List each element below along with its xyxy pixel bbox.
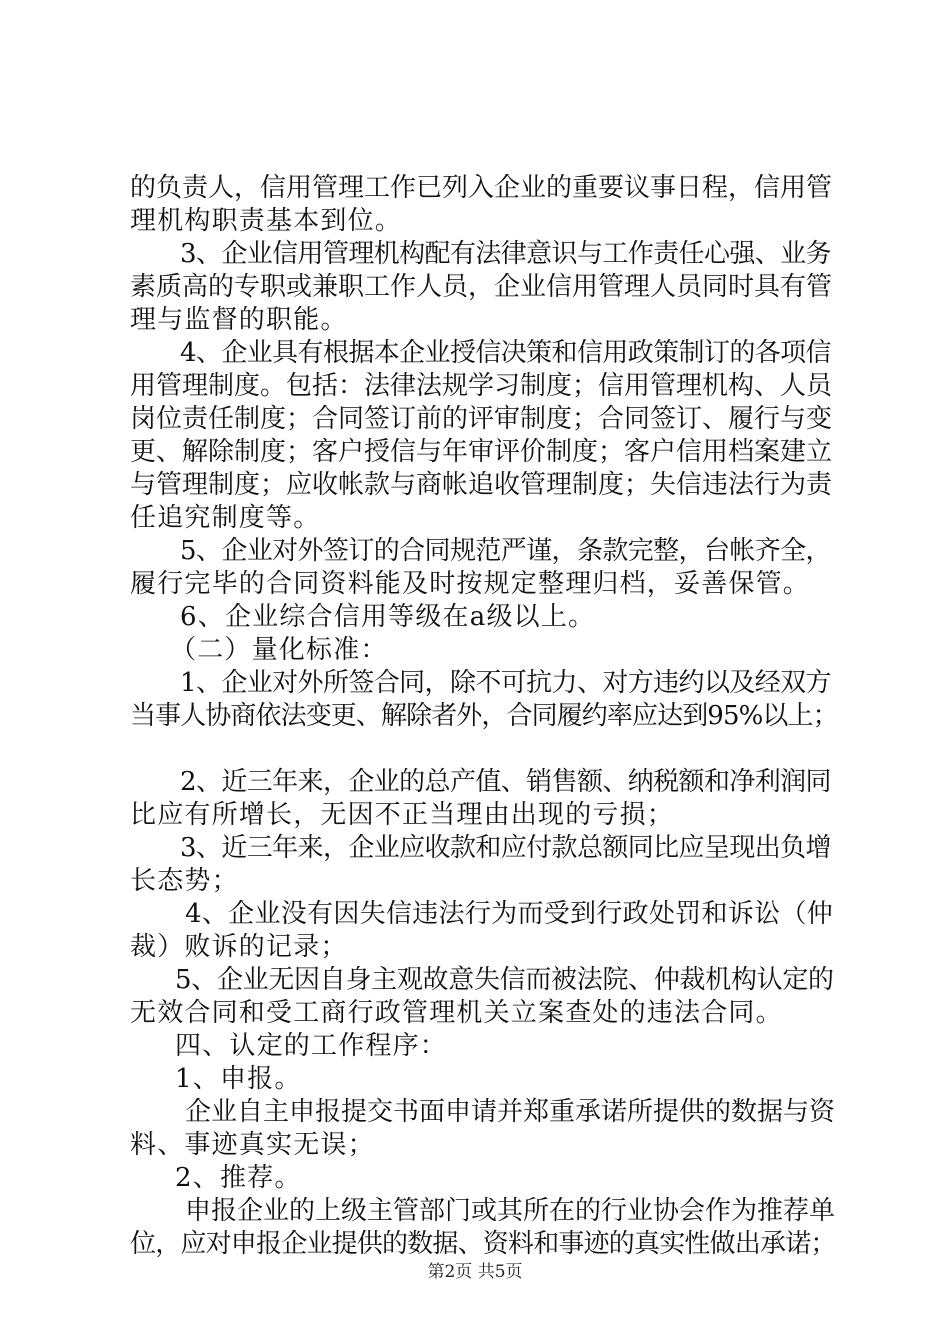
text-line: 1、申报。: [175, 1064, 302, 1094]
text-line: 4、企业具有根据本企业授信决策和信用政策制订的各项信: [180, 338, 831, 368]
text-line: 裁）败诉的记录；: [130, 932, 348, 962]
text-line: 的负责人，信用管理工作已列入企业的重要议事日程，信用管: [130, 173, 833, 203]
text-line: 履行完毕的合同资料能及时按规定整理归档，妥善保管。: [130, 569, 811, 599]
text-line: 岗位责任制度；合同签订前的评审制度；合同签订、履行与变: [130, 404, 833, 434]
text-line: 3、近三年来，企业应收款和应付款总额同比应呈现出负增: [180, 833, 831, 863]
text-line: 5、企业无因自身主观故意失信而被法院、仲裁机构认定的: [175, 965, 834, 995]
text-line: 四、认定的工作程序：: [175, 1031, 448, 1061]
text-line: 4、企业没有因失信违法行为而受到行政处罚和诉讼（仲: [185, 899, 834, 929]
text-line: 位，应对申报企业提供的数据、资料和事迹的真实性做出承诺；: [130, 1229, 836, 1259]
text-line: 理机构职责基本到位。: [130, 206, 403, 236]
text-line: 与管理制度；应收帐款与商帐追收管理制度；失信违法行为责: [130, 470, 833, 500]
text-line: 6、企业综合信用等级在a级以上。: [180, 602, 596, 632]
text-line: 3、企业信用管理机构配有法律意识与工作责任心强、业务: [180, 239, 831, 269]
text-line: 更、解除制度；客户授信与年审评价制度；客户信用档案建立: [130, 437, 833, 467]
text-line: 当事人协商依法变更、解除者外，合同履约率应达到95%以上；: [130, 701, 838, 731]
text-line: 5、企业对外签订的合同规范严谨，条款完整，台帐齐全，: [180, 536, 831, 566]
text-line: 企业自主申报提交书面申请并郑重承诺所提供的数据与资: [185, 1097, 836, 1127]
text-line: （二）量化标准：: [170, 635, 388, 665]
text-line: 用管理制度。包括：法律法规学习制度；信用管理机构、人员: [130, 371, 833, 401]
text-line: 无效合同和受工商行政管理机关立案查处的违法合同。: [130, 998, 783, 1028]
text-line: 素质高的专职或兼职工作人员，企业信用管理人员同时具有管: [130, 272, 833, 302]
text-line: 理与监督的职能。: [130, 305, 348, 335]
text-line: 长态势；: [130, 866, 239, 896]
text-line: 2、推荐。: [175, 1163, 302, 1193]
text-line: 任追究制度等。: [130, 503, 321, 533]
text-line: 申报企业的上级主管部门或其所在的行业协会作为推荐单: [185, 1196, 836, 1226]
text-line: 1、企业对外所签合同，除不可抗力、对方违约以及经双方: [180, 668, 831, 698]
text-line: 料、事迹真实无误；: [130, 1130, 375, 1160]
text-line: 2、近三年来，企业的总产值、销售额、纳税额和净利润同: [180, 767, 831, 797]
page-number-footer: 第2页 共5页: [427, 1262, 523, 1282]
text-line: 比应有所增长，无因不正当理由出现的亏损；: [130, 800, 675, 830]
